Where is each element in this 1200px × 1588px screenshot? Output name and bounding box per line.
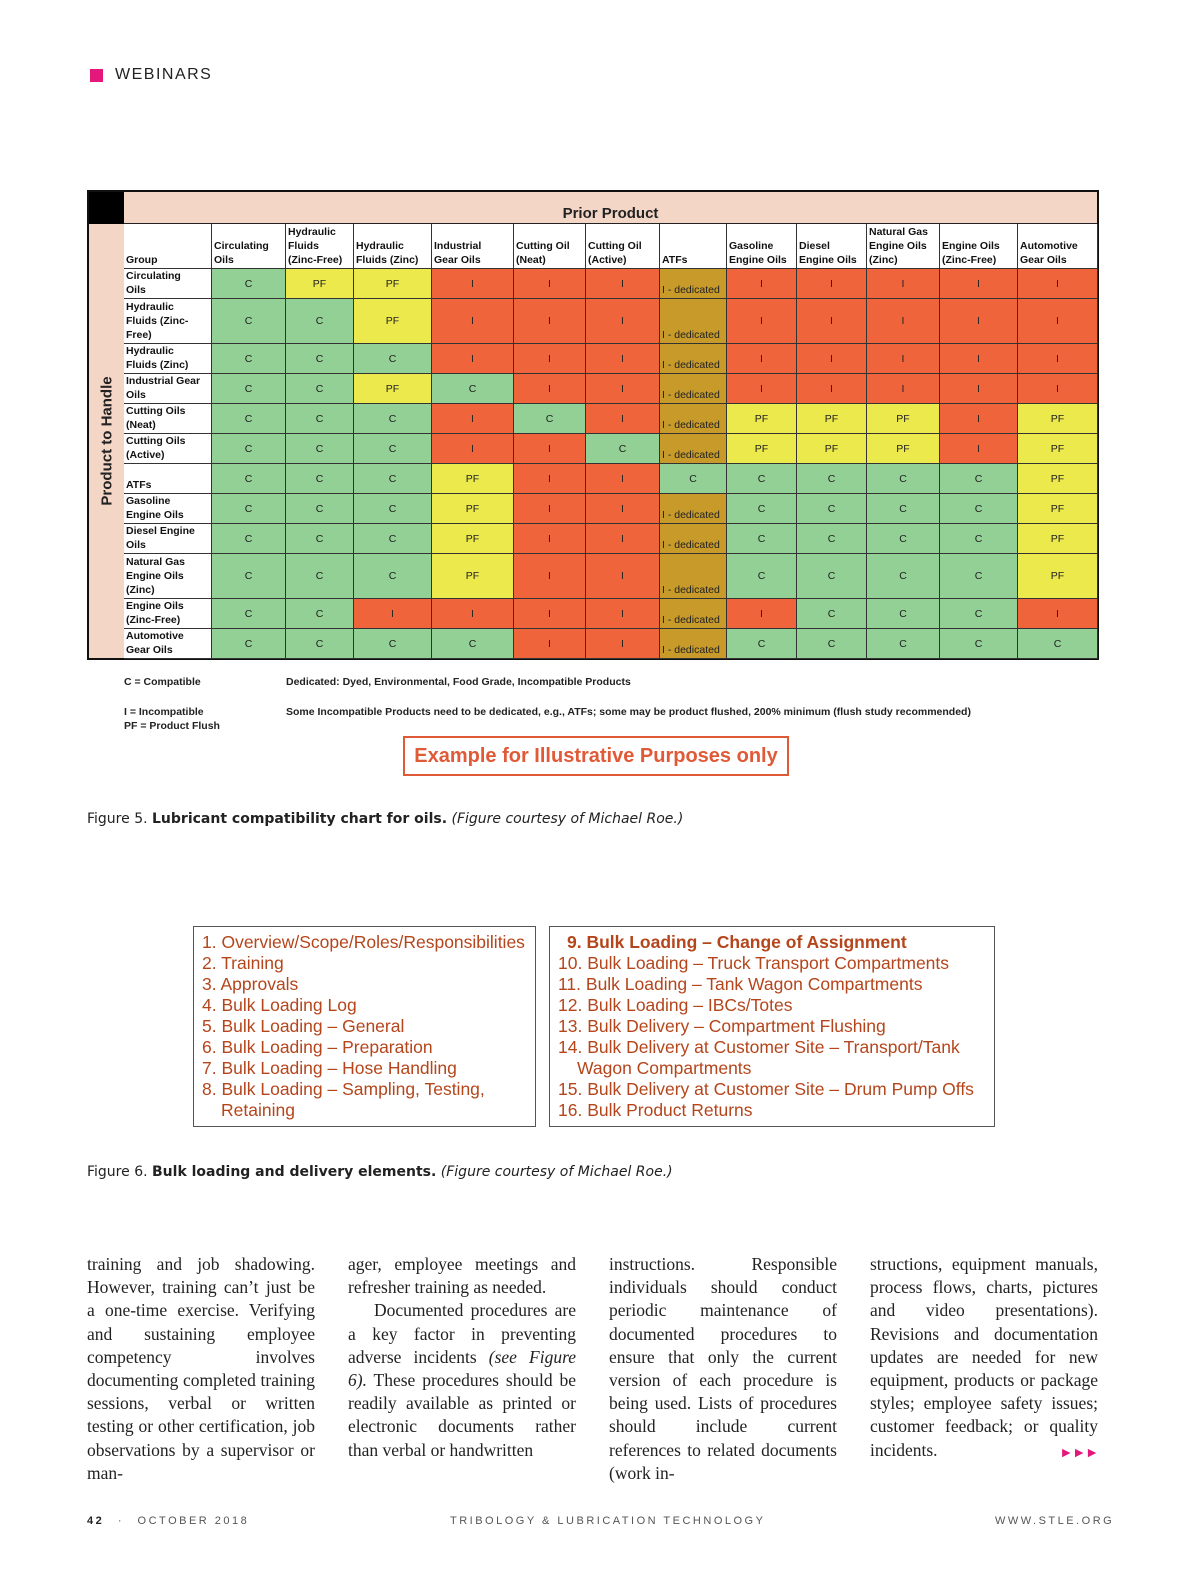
body-text-span: These procedures should be readily available as printed or electronic documents rather than verbal or handwritten	[348, 1370, 576, 1460]
figure5-credit: (Figure courtesy of Michael Roe.)	[451, 811, 684, 827]
column-header: Industrial Gear Oils	[432, 224, 514, 269]
body-paragraph-4: structions, equipment manuals, process flows, charts, pictures and video presentations). Revisions and documentation updates are needed for new equipment, products or package styles; employee safety issues; customer feedback; or quality incidents.	[870, 1254, 1098, 1460]
compat-cell: I	[432, 344, 514, 374]
legend-dedicated: Dedicated: Dyed, Environmental, Food Grade, Incompatible Products	[286, 676, 631, 688]
page-number: 42	[87, 1515, 105, 1527]
chart-grid	[124, 224, 1097, 658]
column-header: Hydraulic Fluids (Zinc)	[354, 224, 432, 269]
compat-cell: PF	[1018, 554, 1098, 599]
compat-cell: C	[660, 464, 727, 494]
compat-cell: C	[797, 599, 867, 629]
element-list-item: 12. Bulk Loading – IBCs/Totes	[558, 995, 793, 1015]
figure6-number: Figure 6.	[87, 1164, 148, 1180]
compat-cell: I	[432, 269, 514, 299]
element-list-item: 11. Bulk Loading – Tank Wagon Compartments	[558, 974, 923, 994]
compat-cell: C	[727, 629, 797, 659]
legend-product-flush: PF = Product Flush	[124, 720, 220, 732]
compat-cell: C	[727, 524, 797, 554]
compat-cell: I	[354, 599, 432, 629]
column-header: ATFs	[660, 224, 727, 269]
continue-arrows-icon: ►►►	[1059, 1445, 1098, 1461]
figure5-title: Lubricant compatibility chart for oils.	[152, 811, 448, 827]
column-header: Natural Gas Engine Oils (Zinc)	[867, 224, 940, 269]
compat-cell: I	[586, 404, 660, 434]
footer-left	[87, 1515, 249, 1527]
compat-cell: PF	[354, 299, 432, 344]
element-list-item: 6. Bulk Loading – Preparation	[202, 1037, 433, 1057]
compat-cell: C	[727, 554, 797, 599]
compat-cell: C	[354, 404, 432, 434]
product-to-handle-header	[89, 224, 125, 658]
compat-cell: I	[727, 269, 797, 299]
compat-cell: I	[586, 554, 660, 599]
compat-cell: I	[797, 269, 867, 299]
compat-cell: I	[432, 299, 514, 344]
compat-cell: C	[1018, 629, 1098, 659]
compat-cell: I - dedicated	[660, 629, 727, 659]
compat-cell: I	[586, 269, 660, 299]
compat-cell: I	[586, 599, 660, 629]
compat-cell: C	[867, 494, 940, 524]
column-header: Engine Oils (Zinc-Free)	[940, 224, 1018, 269]
figure5-caption	[87, 811, 683, 827]
row-label: Automotive Gear Oils	[124, 629, 212, 659]
compat-cell: PF	[432, 494, 514, 524]
compat-cell: C	[586, 434, 660, 464]
compat-cell: I	[727, 299, 797, 344]
compat-cell: I - dedicated	[660, 299, 727, 344]
column-header: Gasoline Engine Oils	[727, 224, 797, 269]
footer-separator: ·	[117, 1515, 124, 1527]
element-list-item: 9. Bulk Loading – Change of Assignment	[567, 932, 907, 952]
element-list-item: 8. Bulk Loading – Sampling, Testing,	[202, 1079, 485, 1099]
compat-cell: C	[286, 629, 354, 659]
compat-cell: PF	[1018, 464, 1098, 494]
row-label: Engine Oils (Zinc-Free)	[124, 599, 212, 629]
body-column-1: training and job shadowing. However, training can’t just be a one-time exercise. Verifying and sustaining employee competency involves documenting completed training sessions, verbal or written testing or other certification, job observations by a supervisor or man-	[87, 1254, 315, 1483]
compat-cell: C	[212, 269, 286, 299]
compat-cell: I - dedicated	[660, 374, 727, 404]
compat-cell: C	[940, 554, 1018, 599]
compat-cell: C	[286, 524, 354, 554]
publication-name: TRIBOLOGY & LUBRICATION TECHNOLOGY	[450, 1515, 766, 1527]
row-label: Cutting Oils (Neat)	[124, 404, 212, 434]
compat-cell: C	[867, 554, 940, 599]
legend-incompatible: I = Incompatible	[124, 706, 204, 718]
compat-cell: I	[1018, 269, 1098, 299]
compat-cell: I	[432, 404, 514, 434]
compat-cell: I	[940, 344, 1018, 374]
compat-cell: C	[797, 494, 867, 524]
compat-cell: I	[514, 299, 586, 344]
figure6-title: Bulk loading and delivery elements.	[152, 1164, 437, 1180]
body-paragraph-2b	[348, 1299, 576, 1461]
compat-cell: C	[286, 374, 354, 404]
compat-cell: I	[586, 464, 660, 494]
body-paragraph-2a: ager, employee meetings and refresher training as needed.	[348, 1254, 576, 1298]
row-label: Diesel Engine Oils	[124, 524, 212, 554]
figure6-caption	[87, 1164, 673, 1180]
compat-cell: I	[586, 494, 660, 524]
website-link[interactable]: WWW.STLE.ORG	[995, 1515, 1115, 1527]
compat-cell: C	[354, 434, 432, 464]
compat-cell: I	[514, 269, 586, 299]
compat-cell: PF	[354, 374, 432, 404]
compat-cell: I	[797, 299, 867, 344]
compat-cell: C	[354, 524, 432, 554]
compat-cell: C	[940, 599, 1018, 629]
compat-cell: I	[867, 374, 940, 404]
compat-cell: C	[212, 494, 286, 524]
compat-cell: C	[212, 464, 286, 494]
compat-cell: C	[354, 464, 432, 494]
compat-cell: PF	[432, 524, 514, 554]
compat-cell: I - dedicated	[660, 524, 727, 554]
compat-cell: C	[212, 374, 286, 404]
compat-cell: I	[867, 269, 940, 299]
row-label: Hydraulic Fluids (Zinc- Free)	[124, 299, 212, 344]
compat-cell: I	[867, 344, 940, 374]
row-label: Industrial Gear Oils	[124, 374, 212, 404]
column-header: Automotive Gear Oils	[1018, 224, 1098, 269]
body-text	[87, 1253, 1099, 1485]
compat-cell: I	[940, 404, 1018, 434]
compat-cell: C	[212, 344, 286, 374]
compat-cell: C	[212, 434, 286, 464]
section-label: WEBINARS	[115, 66, 213, 83]
element-list-item: 4. Bulk Loading Log	[202, 995, 357, 1015]
compat-cell: C	[432, 374, 514, 404]
compat-cell: C	[867, 629, 940, 659]
compat-cell: I - dedicated	[660, 404, 727, 434]
figure6-list-left	[193, 926, 536, 1127]
row-label: ATFs	[124, 464, 212, 494]
compat-cell: I	[940, 434, 1018, 464]
compat-cell: I	[514, 629, 586, 659]
figure-reference: (see Figure 6).	[348, 1346, 577, 1391]
row-label: Cutting Oils (Active)	[124, 434, 212, 464]
issue-date: OCTOBER 2018	[137, 1515, 250, 1527]
compat-cell: PF	[1018, 524, 1098, 554]
compat-cell: C	[212, 599, 286, 629]
element-list-item: 13. Bulk Delivery – Compartment Flushing	[558, 1016, 886, 1036]
compat-cell: C	[354, 344, 432, 374]
compat-cell: I	[867, 299, 940, 344]
illustrative-note: Example for Illustrative Purposes only	[403, 736, 789, 776]
compat-cell: I	[940, 269, 1018, 299]
compat-cell: I	[797, 374, 867, 404]
section-header	[90, 66, 212, 84]
compat-cell: C	[286, 344, 354, 374]
compat-cell: I	[727, 344, 797, 374]
compat-cell: I	[1018, 299, 1098, 344]
compat-cell: PF	[432, 554, 514, 599]
column-header: Diesel Engine Oils	[797, 224, 867, 269]
compat-cell: C	[867, 599, 940, 629]
compat-cell: C	[514, 404, 586, 434]
compat-cell: C	[212, 554, 286, 599]
compat-cell: C	[727, 464, 797, 494]
compat-cell: I	[514, 494, 586, 524]
compat-cell: C	[286, 464, 354, 494]
element-list-item: Retaining	[221, 1100, 295, 1120]
column-header: Cutting Oil (Active)	[586, 224, 660, 269]
compat-cell: C	[940, 494, 1018, 524]
prior-product-header: Prior Product	[124, 192, 1097, 224]
compat-cell: I	[586, 629, 660, 659]
compat-cell: PF	[286, 269, 354, 299]
column-header: Circulating Oils	[212, 224, 286, 269]
compat-cell: I	[514, 344, 586, 374]
chart-corner	[89, 192, 124, 224]
element-list-item: 15. Bulk Delivery at Customer Site – Drum Pump Offs	[558, 1079, 974, 1099]
compat-cell: C	[797, 554, 867, 599]
element-list-item: 16. Bulk Product Returns	[558, 1100, 753, 1120]
element-list-item: 14. Bulk Delivery at Customer Site – Transport/Tank	[558, 1037, 960, 1057]
compat-cell: I - dedicated	[660, 344, 727, 374]
compat-cell: PF	[727, 404, 797, 434]
compat-cell: I - dedicated	[660, 554, 727, 599]
compat-cell: I	[940, 374, 1018, 404]
compat-cell: I	[432, 434, 514, 464]
compat-cell: PF	[432, 464, 514, 494]
compat-cell: C	[797, 524, 867, 554]
row-label: Natural Gas Engine Oils (Zinc)	[124, 554, 212, 599]
body-column-2	[348, 1253, 576, 1485]
compat-cell: C	[212, 524, 286, 554]
element-list-item: 5. Bulk Loading – General	[202, 1016, 405, 1036]
compat-cell: I	[514, 599, 586, 629]
compat-cell: I	[586, 374, 660, 404]
compat-cell: I	[514, 464, 586, 494]
compat-cell: PF	[727, 434, 797, 464]
compat-cell: I	[586, 524, 660, 554]
compat-cell: I	[586, 299, 660, 344]
body-column-3: instructions. Responsible individuals should conduct periodic maintenance of documented procedures to ensure that only the current version of each procedure is being used. Lists of procedures should include current references to related documents (work in-	[609, 1254, 837, 1483]
compat-cell: I	[514, 524, 586, 554]
legend-compatible: C = Compatible	[124, 676, 201, 688]
compat-cell: C	[212, 404, 286, 434]
row-label: Circulating Oils	[124, 269, 212, 299]
compat-cell: C	[797, 629, 867, 659]
compat-cell: C	[286, 494, 354, 524]
compat-cell: C	[432, 629, 514, 659]
compat-cell: C	[940, 464, 1018, 494]
compat-cell: PF	[1018, 494, 1098, 524]
compat-cell: C	[212, 299, 286, 344]
compat-cell: I	[514, 554, 586, 599]
compat-cell: I	[727, 599, 797, 629]
compat-cell: PF	[1018, 404, 1098, 434]
compat-cell: C	[940, 524, 1018, 554]
compat-cell: I	[586, 344, 660, 374]
compat-cell: C	[286, 404, 354, 434]
compat-cell: I	[1018, 599, 1098, 629]
element-list-item: 3. Approvals	[202, 974, 299, 994]
body-text-span: Documented procedures are a key factor in preventing adverse incidents	[348, 1300, 576, 1367]
compat-cell: PF	[867, 404, 940, 434]
compat-cell: C	[212, 629, 286, 659]
element-list-item: 1. Overview/Scope/Roles/Responsibilities	[202, 932, 525, 952]
compat-cell: C	[940, 629, 1018, 659]
compat-cell: C	[354, 629, 432, 659]
figure6-credit: (Figure courtesy of Michael Roe.)	[440, 1164, 673, 1180]
legend-note: Some Incompatible Products need to be dedicated, e.g., ATFs; some may be product flushed, 200% minimum (flush study recommended)	[286, 706, 971, 718]
compat-cell: I - dedicated	[660, 494, 727, 524]
compat-cell: I	[1018, 344, 1098, 374]
figure6-list-right	[549, 926, 995, 1127]
compat-cell: I	[1018, 374, 1098, 404]
compat-cell: PF	[354, 269, 432, 299]
element-list-item: 7. Bulk Loading – Hose Handling	[202, 1058, 457, 1078]
compat-cell: C	[286, 599, 354, 629]
column-header: Hydraulic Fluids (Zinc-Free)	[286, 224, 354, 269]
row-label: Gasoline Engine Oils	[124, 494, 212, 524]
compat-cell: PF	[1018, 434, 1098, 464]
body-column-4	[870, 1253, 1098, 1485]
compat-cell: C	[867, 524, 940, 554]
compat-cell: PF	[797, 434, 867, 464]
compat-cell: C	[797, 464, 867, 494]
element-list-item: 2. Training	[202, 953, 284, 973]
element-list-item: 10. Bulk Loading – Truck Transport Compartments	[558, 953, 950, 973]
compat-cell: PF	[797, 404, 867, 434]
element-list-item: Wagon Compartments	[577, 1058, 752, 1078]
compat-cell: C	[354, 494, 432, 524]
figure5-number: Figure 5.	[87, 811, 148, 827]
compat-cell: PF	[867, 434, 940, 464]
compatibility-chart	[87, 190, 1099, 660]
compat-cell: I	[797, 344, 867, 374]
group-header: Group	[124, 224, 212, 269]
compat-cell: I	[432, 599, 514, 629]
compat-cell: C	[286, 554, 354, 599]
compat-cell: I - dedicated	[660, 269, 727, 299]
compat-cell: I - dedicated	[660, 599, 727, 629]
compat-cell: C	[867, 464, 940, 494]
section-marker-icon	[90, 69, 103, 82]
compat-cell: I	[514, 374, 586, 404]
compat-cell: C	[286, 434, 354, 464]
compat-cell: C	[727, 494, 797, 524]
compat-cell: I	[940, 299, 1018, 344]
compat-cell: C	[286, 299, 354, 344]
column-header: Cutting Oil (Neat)	[514, 224, 586, 269]
compat-cell: I - dedicated	[660, 434, 727, 464]
compat-cell: I	[514, 434, 586, 464]
row-label: Hydraulic Fluids (Zinc)	[124, 344, 212, 374]
product-to-handle-label: Product to Handle	[98, 376, 115, 506]
compat-cell: C	[354, 554, 432, 599]
compat-cell: I	[727, 374, 797, 404]
